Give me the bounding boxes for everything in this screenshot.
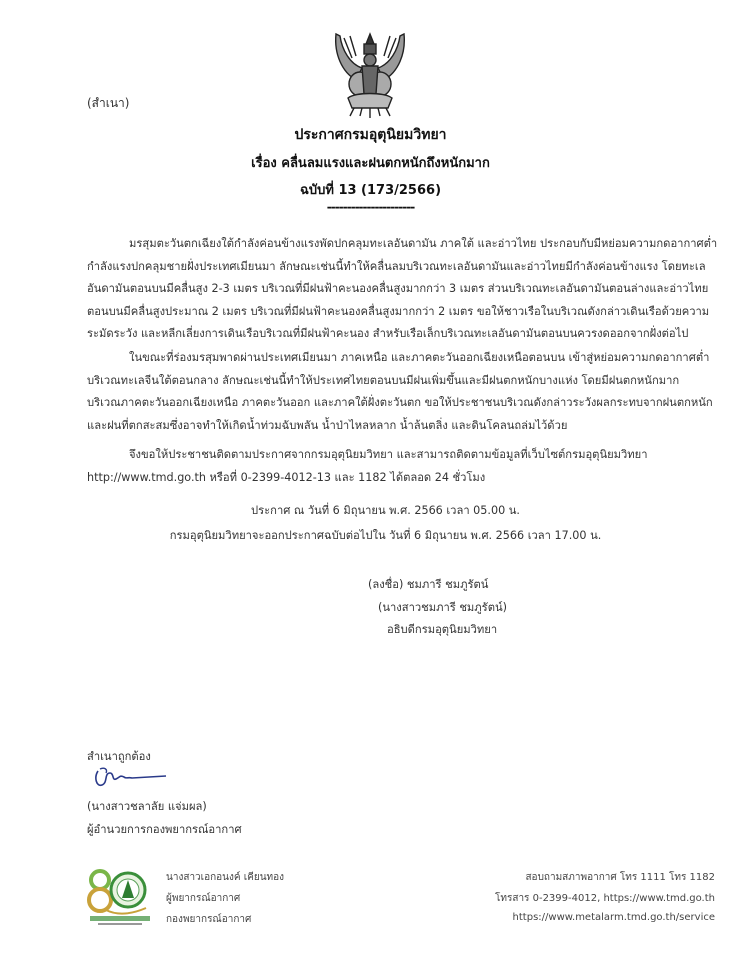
signer-full-name: (นางสาวชมภารี ชมภูรัตน์) xyxy=(378,601,507,614)
announcement-number: ฉบับที่ 13 (173/2566) xyxy=(299,183,442,198)
fax-website: โทรสาร 0-2399-4012, https://www.tmd.go.th xyxy=(495,893,715,904)
certifier-name: (นางสาวชลาลัย แจ่มผล) xyxy=(87,800,207,813)
contact-line: http://www.tmd.go.th หรือที่ 0-2399-4012-13 และ 1182 ได้ตลอด 24 ชั่วโมง xyxy=(87,470,486,484)
forecaster-division: กองพยากรณ์อากาศ xyxy=(166,914,252,925)
title-divider: ---------------------- xyxy=(326,200,415,214)
paragraph-line: และฝนที่ตกสะสมซึ่งอาจทำให้เกิดน้ำท่วมฉับพลัน น้ำป่าไหลหลาก น้ำล้นตลิ่ง และดินโคลนถล่มไว้ด้วย xyxy=(87,418,568,432)
issued-date: ประกาศ ณ วันที่ 6 มิถุนายน พ.ศ. 2566 เวลา 05.00 น. xyxy=(251,504,520,517)
garuda-emblem-icon xyxy=(330,28,410,120)
forecaster-title: ผู้พยากรณ์อากาศ xyxy=(166,893,241,904)
next-issue-date: กรมอุตุนิยมวิทยาจะออกประกาศฉบับต่อไปใน วันที่ 6 มิถุนายน พ.ศ. 2566 เวลา 17.00 น. xyxy=(169,529,602,542)
signer-position: อธิบดีกรมอุตุนิยมวิทยา xyxy=(387,623,498,636)
signed-by: (ลงชื่อ) ชมภารี ชมภูรัตน์ xyxy=(368,578,489,591)
certified-copy-label: สำเนาถูกต้อง xyxy=(87,750,151,763)
forecaster-name: นางสาวเอกอนงค์ เคียนทอง xyxy=(166,872,285,883)
paragraph-line: ในขณะที่ร่องมรสุมพาดผ่านประเทศเมียนมา ภาคเหนือ และภาคตะวันออกเฉียงเหนือตอนบน เข้าสู่หย่อมความกดอากาศต่ำ xyxy=(129,351,710,364)
paragraph-2 xyxy=(87,347,713,437)
paragraph-line: บริเวณทะเลจีนใต้ตอนกลาง ลักษณะเช่นนี้ทำให้ประเทศไทยตอนบนมีฝนเพิ่มขึ้นและมีฝนตกหนักบางแห่ง โดยมีฝนตกหนักมาก xyxy=(87,373,680,387)
paragraph-line: จึงขอให้ประชาชนติดตามประกาศจากกรมอุตุนิยมวิทยา และสามารถติดตามข้อมูลที่เว็บไซต์กรมอุตุนิยมวิทยา xyxy=(129,448,648,461)
paragraph-line: ตอนบนมีคลื่นสูงประมาณ 2 เมตร บริเวณที่มีฝนฟ้าคะนองคลื่นสูงมากกว่า 2 เมตร ขอให้ชาวเรือในบริเวณดังกล่าวเดินเรือด้วยความ xyxy=(87,304,710,318)
copy-label: (สำเนา) xyxy=(87,96,130,110)
announcement-subject: เรื่อง คลื่นลมแรงและฝนตกหนักถึงหนักมาก xyxy=(251,156,490,171)
paragraph-line: ระมัดระวัง และหลีกเลี่ยงการเดินเรือบริเวณที่มีฝนฟ้าคะนอง สำหรับเรือเล็กบริเวณทะเลอันดามันตอนบนควรงดออกจากฝั่งต่อไป xyxy=(87,327,689,340)
paragraph-1 xyxy=(87,233,718,346)
paragraph-3 xyxy=(87,444,677,489)
weather-hotline: สอบถามสภาพอากาศ โทร 1111 โทร 1182 xyxy=(525,872,715,883)
handwritten-signature-icon xyxy=(92,765,172,791)
metalarm-link[interactable]: https://www.metalarm.tmd.go.th/service xyxy=(512,912,715,923)
tmd-80th-anniversary-logo-icon xyxy=(86,864,154,930)
paragraph-line: มรสุมตะวันตกเฉียงใต้กำลังค่อนข้างแรงพัดปกคลุมทะเลอันดามัน ภาคใต้ และอ่าวไทย ประกอบกับมีหย่อมความกดอากาศต่ำ xyxy=(129,237,718,250)
paragraph-line: กำลังแรงปกคลุมชายฝั่งประเทศเมียนมา ลักษณะเช่นนี้ทำให้คลื่นลมบริเวณทะเลอันดามันและอ่าวไทยมีกำลังค่อนข้างแรง โดยทะเล xyxy=(87,259,706,273)
certifier-position: ผู้อำนวยการกองพยากรณ์อากาศ xyxy=(87,823,242,836)
paragraph-line: อันดามันตอนบนมีคลื่นสูง 2-3 เมตร บริเวณที่มีฝนฟ้าคะนองคลื่นสูงมากกว่า 3 เมตร ส่วนบริเวณทะเลอันดามันตอนล่างและอ่าวไทย xyxy=(87,282,709,295)
paragraph-line: บริเวณภาคตะวันออกเฉียงเหนือ ภาคตะวันออก และภาคใต้ฝั่งตะวันตก ขอให้ประชาชนบริเวณดังกล่าวระวังผลกระทบจากฝนตกหนัก xyxy=(87,396,713,409)
announcement-title: ประกาศกรมอุตุนิยมวิทยา xyxy=(294,127,447,143)
